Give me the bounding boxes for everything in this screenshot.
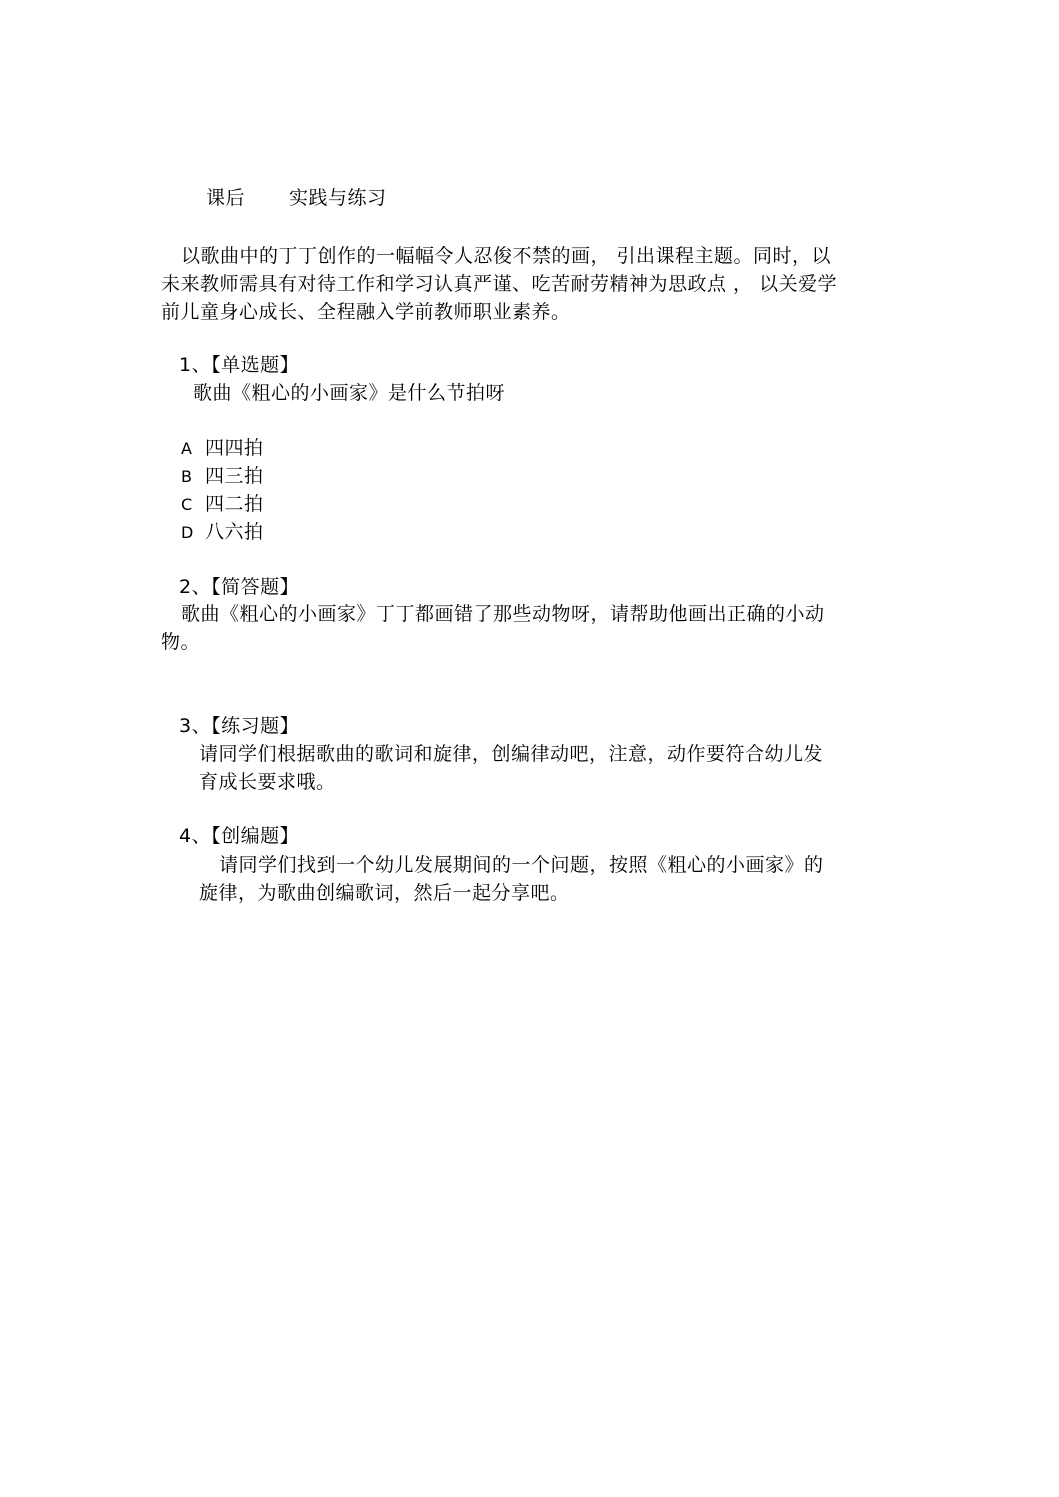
section-title: 实践与练习 [289,187,387,209]
section-label: 课后 [206,187,246,209]
question-3-line-1: 请同学们根据歌曲的歌词和旋律，创编律动吧，注意，动作要符合幼儿发 [199,743,824,765]
intro-line-1: 以歌曲中的丁丁创作的一幅幅令人忍俊不禁的画， 引出课程主题。同时，以 [181,245,832,267]
question-3-title: 3、【练习题】 [179,715,300,737]
intro-line-2: 未来教师需具有对待工作和学习认真严谨、吃苦耐劳精神为思政点 ， 以关爱学 [161,273,838,295]
question-4-title: 4、【创编题】 [179,825,300,847]
option-d-letter: D [181,523,194,542]
option-c [181,490,264,519]
question-1-title: 1、【单选题】 [179,354,300,376]
option-b-text: 四三拍 [205,465,264,487]
question-4-line-2: 旋律，为歌曲创编歌词，然后一起分享吧。 [199,882,570,904]
question-1-line-1: 歌曲《粗心的小画家》是什么节拍呀 [193,382,506,404]
option-c-text: 四二拍 [205,493,264,515]
option-a-letter: A [181,439,193,458]
section-heading [206,184,387,212]
option-c-letter: C [181,495,193,514]
option-b-letter: B [181,467,193,486]
question-2-line-2: 物。 [161,631,201,653]
question-3-line-2: 育成长要求哦。 [199,771,336,793]
option-b [181,462,264,491]
option-a [181,434,264,463]
question-2-title: 2、【简答题】 [179,576,300,598]
option-d [181,518,264,547]
question-4-line-1: 请同学们找到一个幼儿发展期间的一个问题，按照《粗心的小画家》的 [219,854,824,876]
question-2-line-1: 歌曲《粗心的小画家》丁丁都画错了那些动物呀，请帮助他画出正确的小动 [181,603,825,625]
option-d-text: 八六拍 [205,521,264,543]
option-a-text: 四四拍 [205,437,264,459]
intro-line-3: 前儿童身心成长、全程融入学前教师职业素养。 [161,301,571,323]
